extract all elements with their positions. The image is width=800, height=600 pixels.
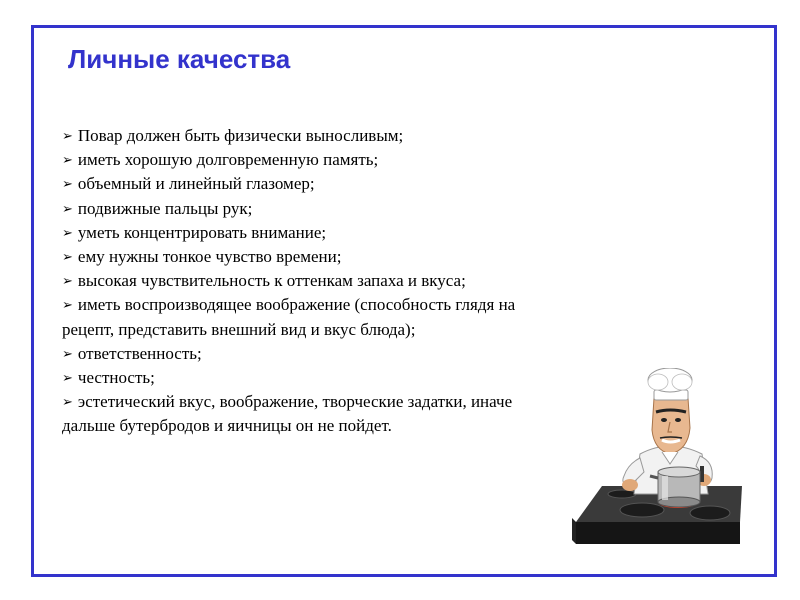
arrow-bullet-icon: ➢ [62, 128, 73, 143]
list-item [62, 221, 552, 245]
arrow-bullet-icon: ➢ [62, 200, 73, 216]
list-item-text: честность; [77, 368, 155, 388]
arrow-bullet-icon: ➢ [62, 394, 73, 410]
qualities-list [62, 124, 552, 439]
list-item-text: уметь концентрировать внимание; [77, 222, 327, 242]
list-item [62, 293, 552, 341]
list-item [62, 172, 552, 196]
list-item-text: объемный и линейный глазомер; [77, 174, 315, 194]
list-item [62, 366, 552, 390]
chef-cooking-illustration [570, 368, 750, 558]
cooking-pot-icon [650, 467, 700, 507]
list-item [62, 124, 552, 148]
arrow-bullet-icon: ➢ [62, 370, 73, 386]
slide-title: Личные качества [68, 44, 291, 74]
list-item [62, 197, 552, 221]
list-item-text: Повар должен быть физически выносливым; [77, 126, 404, 145]
arrow-bullet-icon: ➢ [62, 152, 73, 168]
list-item [62, 245, 552, 269]
list-item-text: иметь хорошую долговременную память; [77, 150, 379, 170]
list-item [62, 342, 552, 366]
list-item-text: иметь воспроизводящее воображение (способность глядя на рецепт, представить внешний вид и вкус блюда); [62, 295, 516, 339]
arrow-bullet-icon: ➢ [62, 176, 73, 192]
list-item [62, 148, 552, 172]
list-item-text: ответственность; [77, 343, 202, 363]
arrow-bullet-icon: ➢ [62, 297, 73, 313]
arrow-bullet-icon: ➢ [62, 249, 73, 265]
arrow-bullet-icon: ➢ [62, 224, 73, 240]
list-item-text: подвижные пальцы рук; [77, 198, 253, 218]
list-item [62, 269, 552, 293]
stove-icon [572, 486, 742, 544]
list-item-text: ему нужны тонкое чувство времени; [77, 247, 342, 267]
list-item-text: эстетический вкус, воображение, творческие задатки, иначе дальше бутербродов и яичницы он не пойдет. [62, 392, 513, 436]
list-item [62, 390, 552, 438]
arrow-bullet-icon: ➢ [62, 273, 73, 289]
list-item-text: высокая чувствительность к оттенкам запаха и вкуса; [77, 271, 466, 291]
arrow-bullet-icon: ➢ [62, 345, 73, 361]
